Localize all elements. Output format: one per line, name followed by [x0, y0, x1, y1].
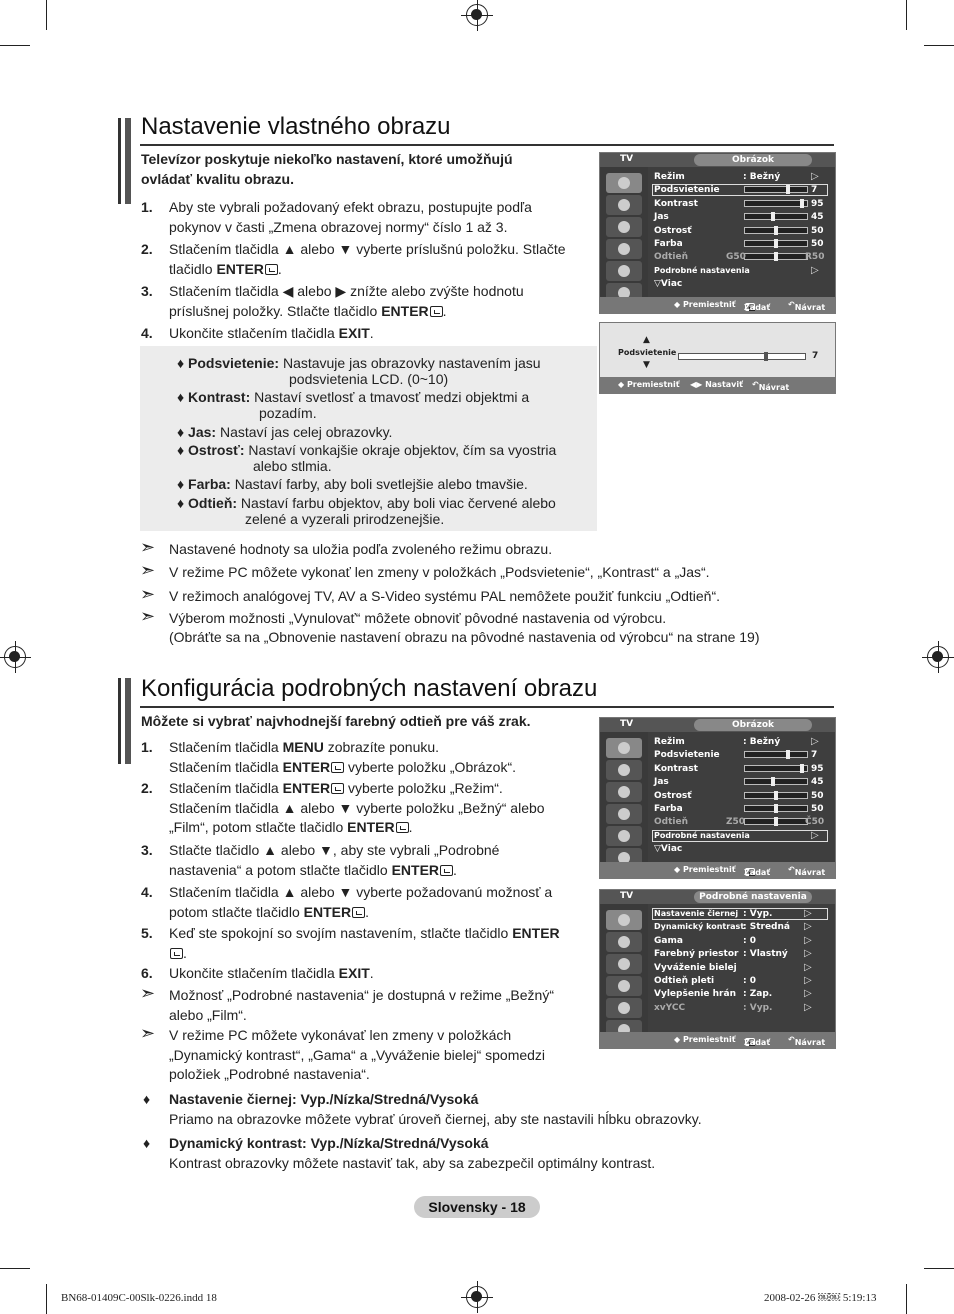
crop-mark: [906, 0, 907, 30]
tv-slider[interactable]: [744, 778, 808, 785]
step-number: 3.: [141, 842, 153, 858]
tv-footer: ◆ Premiestniť Zadať ↶ Návrat: [600, 297, 835, 313]
tv-menu-icon[interactable]: [606, 932, 642, 952]
tv-selection-highlight: [652, 908, 828, 920]
tv-row-number: 45: [811, 212, 824, 223]
tv-menu-icon[interactable]: [606, 195, 642, 215]
submenu-arrow-icon: ▷: [811, 171, 819, 182]
note: Možnosť „Podrobné nastavenia“ je dostupná v režime „Bežný“ alebo „Film“.: [169, 987, 554, 1023]
tv-menu-icon[interactable]: [606, 239, 642, 259]
step-number: 4.: [141, 884, 153, 900]
tv-row-label[interactable]: Režim: [654, 172, 685, 182]
step-number: 5.: [141, 925, 153, 941]
tv-header: [600, 718, 835, 732]
note: Nastavené hodnoty sa uložia podľa zvoleného režimu obrazu.: [169, 541, 553, 557]
tv-slider[interactable]: [744, 200, 808, 207]
tint-left-label: Z50: [726, 817, 746, 828]
footer-date: 2008-02-26 ￼￼ 5:19:13: [764, 1292, 877, 1304]
tv-menu-icon[interactable]: [606, 998, 642, 1018]
info-item-cont: pozadím.: [259, 405, 317, 421]
tv-menu-body: [648, 167, 835, 297]
tv-row-label[interactable]: Podrobné nastavenia: [654, 265, 750, 275]
info-item-cont: alebo stlmia.: [253, 458, 332, 474]
down-arrow-icon: ▼: [643, 360, 650, 370]
tv-slider[interactable]: [744, 227, 808, 234]
tv-row-value: : Vyp.: [743, 1002, 773, 1013]
tv-row-label[interactable]: Podrobné nastavenia: [654, 830, 750, 840]
note: Výberom možnosti „Vynulovať“ môžete obnoviť pôvodné nastavenia od výrobcu.: [169, 610, 667, 626]
foot-move: ◆ Premiestniť: [674, 1035, 736, 1044]
step-number: 6.: [141, 965, 153, 981]
submenu-arrow-icon: ▷: [804, 1001, 812, 1013]
info-item: ♦ Odtieň: Nastaví farbu objektov, aby boli viac červené alebo: [177, 495, 556, 511]
step-text: Stlačením tlačidla MENU zobrazíte ponuku. Stlačením tlačidla ENTER vyberte položku „Obrázok“.: [169, 739, 517, 775]
tv-selection-highlight: [652, 830, 828, 842]
tv-menu-title: Podrobné nastavenia: [694, 891, 812, 903]
tv-row-label[interactable]: Podsvietenie: [654, 750, 720, 761]
info-item: ♦ Podsvietenie: Nastavuje jas obrazovky nastavením jasu: [177, 355, 541, 371]
bullet-icon: ♦: [143, 1091, 151, 1107]
foot-back: ↶ Návrat: [752, 380, 790, 392]
tv-menu-picture: [599, 152, 836, 314]
tv-menu-icon[interactable]: [606, 954, 642, 974]
tv-row-label[interactable]: Farba: [654, 804, 683, 814]
section-bar: [118, 118, 121, 204]
tv-row-number: 7: [811, 750, 818, 761]
note-arrow-icon: ➣: [140, 537, 156, 557]
registration-mark-icon: [927, 646, 949, 668]
info-item: ♦ Ostrosť: Nastaví vonkajšie okraje objektov, čím sa vyostria: [177, 442, 557, 458]
tv-row-label[interactable]: Ostrosť: [654, 790, 692, 801]
tv-menu-title: Obrázok: [694, 154, 812, 166]
step-number: 2.: [141, 780, 153, 796]
tv-label: TV: [620, 154, 634, 164]
tv-row-number: 95: [811, 198, 824, 209]
section2-title: Konfigurácia podrobných nastavení obrazu: [141, 675, 598, 702]
submenu-arrow-icon: ▷: [811, 264, 819, 276]
bullet: Nastavenie čiernej: Vyp./Nízka/Stredná/Vysoká Priamo na obrazovke môžete vybrať úroveň čiernej, aby ste nastavili hĺbku obrazovky.: [169, 1091, 702, 1127]
tv-row-value: : Bežný: [743, 172, 781, 182]
crop-mark: [0, 45, 30, 46]
tv-row-label[interactable]: Vyváženie bielej: [654, 962, 737, 973]
tv-menu-detail: [599, 889, 836, 1049]
step-number: 4.: [141, 325, 153, 341]
tv-footer: ◆ Premiestniť Zadať ↶ Návrat: [600, 1032, 835, 1048]
enter-icon: [331, 762, 344, 773]
tv-slider[interactable]: [744, 765, 808, 772]
tv-icon-column: [600, 167, 648, 297]
tv-row-label[interactable]: Odtieň: [654, 252, 688, 263]
submenu-arrow-icon: ▷: [804, 988, 812, 1000]
submenu-arrow-icon: ▷: [811, 736, 819, 747]
tv-row-value: : Vyp.: [743, 909, 773, 919]
step-number: 3.: [141, 283, 153, 299]
tv-row-label[interactable]: Režim: [654, 737, 685, 747]
foot-move: ◆ Premiestniť: [618, 380, 680, 389]
tv-row-value: : Vlastný: [743, 949, 788, 960]
tv-row-number: 7: [811, 185, 818, 196]
step-text: Stlačením tlačidla ◀ alebo ▶ znížte alebo zvýšte hodnotu príslušnej položky. Stlačte tlačidlo ENTER .: [169, 283, 524, 319]
tv-footer: ◆ Premiestniť Zadať ↶ Návrat: [600, 862, 835, 878]
section1-intro: Televízor poskytuje niekoľko nastavení, ktoré umožňujú ovládať kvalitu obrazu.: [141, 151, 513, 187]
submenu-arrow-icon: ▷: [804, 961, 812, 973]
info-item-cont: podsvietenia LCD. (0~10): [289, 371, 449, 387]
step-number: 2.: [141, 241, 153, 257]
step-text: Keď ste spokojní so svojím nastavením, stlačte tlačidlo ENTER .: [169, 925, 560, 961]
tv-row-number: 95: [811, 763, 824, 774]
tv-row-label[interactable]: ▽Viac: [654, 844, 683, 855]
tv-menu-icon[interactable]: [606, 804, 642, 824]
section1-title: Nastavenie vlastného obrazu: [141, 113, 451, 140]
bullet-icon: ♦: [143, 1135, 151, 1151]
crop-mark: [924, 45, 954, 46]
section-bar: [125, 678, 131, 764]
note-arrow-icon: ➣: [140, 1023, 156, 1043]
tv-row-label[interactable]: Nastavenie čiernej: [654, 909, 739, 918]
tv-row-number: 50: [811, 790, 824, 801]
note: V režime PC môžete vykonávať len zmeny v položkách „Dynamický kontrast“, „Gama“ a „Vyváženie bielej“ spomedzi položiek „Podrobné nastavenia“.: [169, 1027, 546, 1082]
note-arrow-icon: ➣: [140, 983, 156, 1003]
up-arrow-icon: ▲: [643, 335, 650, 345]
registration-mark-icon: [4, 646, 26, 668]
title-rule: [140, 144, 834, 146]
step-text: Stlačením tlačidla ENTER vyberte položku „Režim“. Stlačením tlačidla ▲ alebo ▼ vyberte položku „Bežný“ alebo „Film“, potom stlačte tlačidlo ENTER .: [169, 780, 545, 835]
enter-icon: [170, 948, 183, 959]
note: V režimoch analógovej TV, AV a S-Video systému PAL nemôžete použiť funkciu „Odtieň“.: [169, 588, 721, 604]
note-arrow-icon: ➣: [140, 584, 156, 604]
page-number-badge: Slovensky - 18: [414, 1196, 540, 1218]
info-item: ♦ Farba: Nastaví farby, aby boli svetlejšie alebo tmavšie.: [177, 476, 528, 492]
foot-back: ↶ Návrat: [788, 865, 826, 877]
submenu-arrow-icon: ▷: [804, 921, 812, 933]
tv-menu-icon[interactable]: [606, 910, 642, 930]
tv-row-label[interactable]: Podsvietenie: [654, 185, 720, 196]
tv-row-label[interactable]: Farebný priestor: [654, 949, 739, 960]
tv-row-label[interactable]: Ostrosť: [654, 225, 692, 236]
tint-left-label: G50: [726, 252, 746, 263]
tv-slider[interactable]: [744, 253, 808, 260]
tv-row-label[interactable]: Odtieň: [654, 817, 688, 828]
step-text: Ukončite stlačením tlačidla EXIT.: [169, 965, 374, 981]
tv-row-label[interactable]: Jas: [654, 777, 669, 788]
tv-row-number: 50: [811, 225, 824, 236]
crop-mark: [924, 1268, 954, 1269]
tv-row-value: : Bežný: [743, 737, 781, 747]
step-text: Ukončite stlačením tlačidla EXIT.: [169, 325, 374, 341]
tv-row-value: : Zap.: [743, 989, 773, 1000]
info-item: ♦ Kontrast: Nastaví svetlosť a tmavosť medzi objektmi a: [177, 389, 530, 405]
info-item: ♦ Jas: Nastaví jas celej obrazovky.: [177, 424, 393, 440]
tv-row-label[interactable]: Dynamický kontrast: [654, 922, 745, 932]
tv-menu-body: [648, 732, 835, 862]
tv-row-label[interactable]: Farba: [654, 239, 683, 249]
crop-mark: [46, 0, 47, 30]
section2-intro: Môžete si vybrať najvhodnejší farebný odtieň pre váš zrak.: [141, 713, 531, 729]
tint-right-label: R50: [805, 252, 825, 263]
tv-slider[interactable]: [744, 751, 808, 758]
tv-slider[interactable]: [744, 818, 808, 825]
tv-row-label[interactable]: Vylepšenie hrán: [654, 989, 736, 1000]
tv-menu-picture: [599, 717, 836, 879]
tv-menu-title: Obrázok: [694, 719, 812, 731]
tv-menu-icon[interactable]: [606, 261, 642, 281]
tv-icon-column: [600, 732, 648, 862]
enter-icon: [265, 264, 278, 275]
foot-back: ↶ Návrat: [788, 1035, 826, 1047]
enter-icon: [430, 306, 443, 317]
tv-row-value: : 0: [743, 976, 756, 986]
enter-icon: [396, 822, 409, 833]
step-number: 1.: [141, 739, 153, 755]
info-item-cont: zelené a vyzerali prirodzenejšie.: [245, 511, 445, 527]
tv2-value: 7: [812, 351, 819, 361]
submenu-arrow-icon: ▷: [804, 975, 812, 986]
tv-icon-column: [600, 904, 648, 1032]
tv-row-label[interactable]: Jas: [654, 212, 669, 223]
tv-label: TV: [620, 719, 634, 729]
registration-mark-icon: [466, 4, 488, 26]
tv-menu-icon[interactable]: [606, 976, 642, 996]
foot-move: ◆ Premiestniť: [674, 865, 736, 874]
step-text: Stlačením tlačidla ▲ alebo ▼ vyberte požadovanú možnosť a potom stlačte tlačidlo ENTER .: [169, 884, 553, 920]
section-bar: [125, 118, 131, 204]
tv-row-value: : 0: [743, 935, 756, 946]
tv-row-label[interactable]: Kontrast: [654, 198, 698, 209]
tv-footer: [600, 377, 835, 393]
title-rule: [140, 706, 834, 708]
tv-menu-icon[interactable]: [606, 826, 642, 846]
tv-menu-body: [648, 904, 835, 1032]
tv-menu-icon[interactable]: [606, 173, 642, 193]
tv-header: [600, 890, 835, 904]
step-text: Stlačením tlačidla ▲ alebo ▼ vyberte príslušnú položku. Stlačte tlačidlo ENTER .: [169, 241, 566, 277]
step-text: Stlačte tlačidlo ▲ alebo ▼, aby ste vybrali „Podrobné nastavenia“ a potom stlačte tlačidlo ENTER .: [169, 842, 500, 878]
tv-row-label[interactable]: xvYCC: [654, 1002, 686, 1013]
submenu-arrow-icon: ▷: [804, 908, 812, 919]
tv-row-value: : Stredná: [743, 922, 790, 933]
enter-icon: [352, 907, 365, 918]
tv-row-number: 50: [811, 239, 824, 249]
foot-adjust: ◀▶ Nastaviť: [690, 380, 743, 389]
backlight-slider[interactable]: [678, 353, 806, 360]
info-box: [140, 346, 597, 531]
submenu-arrow-icon: ▷: [804, 934, 812, 946]
bullet: Dynamický kontrast: Vyp./Nízka/Stredná/Vysoká Kontrast obrazovky môžete nastaviť tak, aby sa zabezpečil optimálny kontrast.: [169, 1135, 656, 1171]
tv-header: [600, 153, 835, 167]
tv-row-label[interactable]: ▽Viac: [654, 279, 683, 290]
tv-backlight-adjust: [599, 322, 836, 394]
enter-icon: [331, 783, 344, 794]
note: V režime PC môžete vykonať len zmeny v položkách „Podsvietenie“, „Kontrast“ a „Jas“.: [169, 564, 710, 580]
tv-label: TV: [620, 891, 634, 901]
tv-row-number: 45: [811, 777, 824, 788]
submenu-arrow-icon: ▷: [804, 948, 812, 960]
registration-mark-icon: [466, 1286, 488, 1308]
tv-row-label[interactable]: Odtieň pleti: [654, 976, 715, 986]
crop-mark: [0, 1268, 30, 1269]
submenu-arrow-icon: ▷: [811, 829, 819, 841]
tint-right-label: Č50: [805, 817, 825, 828]
foot-back: ↶ Návrat: [788, 300, 826, 312]
crop-mark: [46, 1284, 47, 1314]
tv-slider[interactable]: [744, 792, 808, 799]
tv-slider[interactable]: [744, 805, 808, 812]
tv-menu-icon[interactable]: [606, 217, 642, 237]
crop-mark: [906, 1284, 907, 1314]
tv-menu-icon[interactable]: [606, 782, 642, 802]
footer-file: BN68-01409C-00Slk-0226.indd 18: [61, 1292, 217, 1304]
tv-slider[interactable]: [744, 240, 808, 247]
tv-menu-icon[interactable]: [606, 760, 642, 780]
foot-move: ◆ Premiestniť: [674, 300, 736, 309]
tv-slider[interactable]: [744, 186, 808, 193]
note-arrow-icon: ➣: [140, 560, 156, 580]
tv-row-number: 50: [811, 804, 824, 814]
enter-icon: [440, 865, 453, 876]
section-bar: [118, 678, 121, 764]
tv2-label: Podsvietenie: [618, 348, 677, 357]
note: (Obráťte sa na „Obnovenie nastavení obrazu na pôvodné nastavenia od výrobcu“ na strane 19): [169, 629, 760, 645]
tv-row-label[interactable]: Kontrast: [654, 763, 698, 774]
note-arrow-icon: ➣: [140, 606, 156, 626]
tv-slider[interactable]: [744, 213, 808, 220]
tv-row-label[interactable]: Gama: [654, 935, 683, 946]
tv-menu-icon[interactable]: [606, 738, 642, 758]
step-number: 1.: [141, 199, 153, 215]
step-text: Aby ste vybrali požadovaný efekt obrazu, postupujte podľa pokynov v časti „Zmena obrazovej normy“ číslo 1 až 3.: [169, 199, 532, 235]
